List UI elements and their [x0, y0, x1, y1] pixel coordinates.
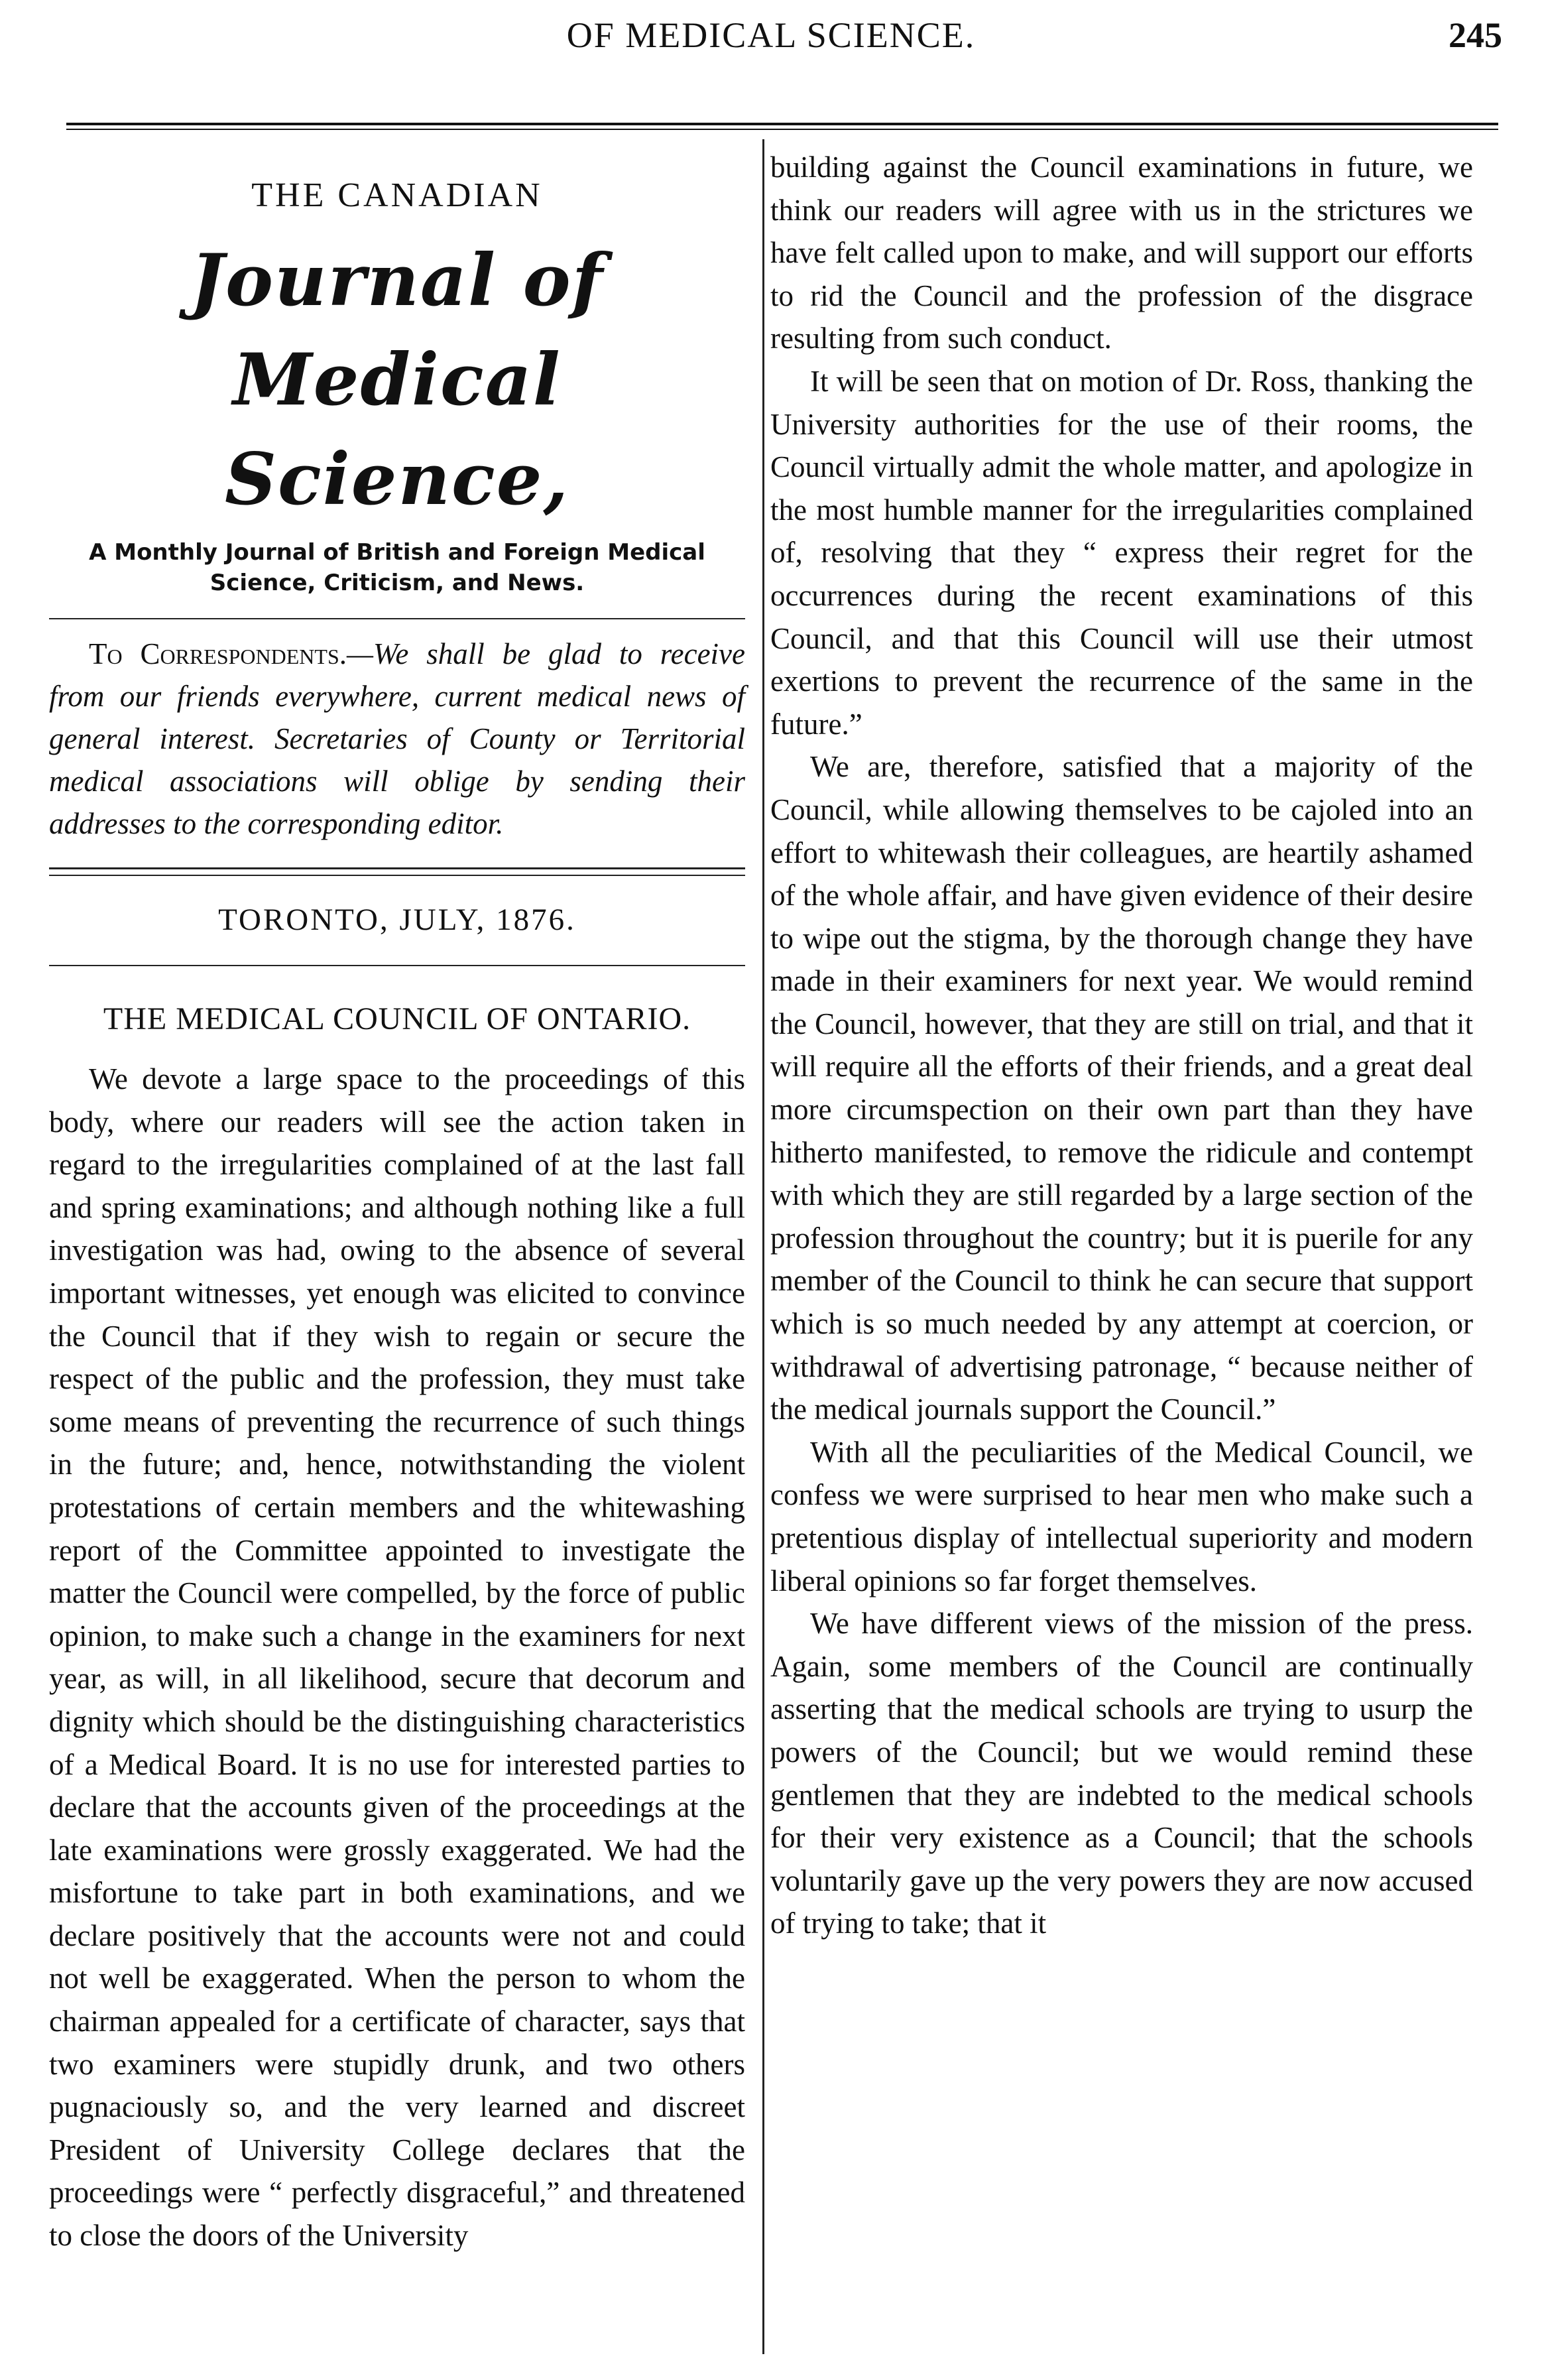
running-head [40, 15, 1502, 94]
article-title: THE MEDICAL COUNCIL OF ONTARIO. [103, 1001, 691, 1036]
article-paragraph-right-3: We are, therefore, satisfied that a majority of the Council, while allowing themselves to be cajoled into an effort to whitewash their colleagues, are heartily ashamed of the whole affair, and have given evidence of their desire to wipe out the stigma, by the thorough change they have made in their examiners for next year. We would remind the Council, however, that they are still on trial, and that it will require all the efforts of their friends, and a great deal more circumspection on their own part than they have hitherto manifested, to remove the ridicule and contempt with which they are still regarded by a large section of the profession throughout the country; but it is puerile for any member of the Council to think he can secure that support which is so much needed by any attempt at coercion, or withdrawal of advertising patronage, “ because neither of the medical journals support the Council.” [770, 750, 1473, 1426]
article-paragraph-right-5: We have different views of the mission of the press. Again, some members of the Council are continually asserting that the medical schools are trying to usurp the powers of the Council; but we would remind these gentlemen that they are indebted to the medical schools for their very existence as a Council; that the schools voluntarily gave up the very powers they are now accused of trying to take; that it [770, 1607, 1473, 1940]
correspondents-label: To Correspondents. [89, 637, 347, 670]
correspondents-text: —We shall be glad to receive from our friends everywhere, current medical news of general interest. Secretaries of County or Territorial medical associations will oblige by sending their addresses to the corresponding editor. [49, 637, 745, 840]
running-title: OF MEDICAL SCIENCE. [566, 15, 976, 55]
masthead-subtitle: A Monthly Journal of British and Foreign Medical Science, Criticism, and News. [89, 539, 705, 596]
masthead-the-canadian: THE CANADIAN [251, 176, 543, 214]
masthead-title: Journal of Medical Science, [190, 239, 605, 521]
article-paragraph-right-1: building against the Council examinations in future, we think our readers will agree with us in the strictures we have felt called upon to make, and will support our efforts to rid the Council and the profession of the disgrace resulting from such conduct. [770, 151, 1473, 355]
article-paragraph-right-4: With all the peculiarities of the Medical Council, we confess we were surprised to hear men who make such a pretentious display of intellectual superiority and modern liberal opinions so far forget themselves. [770, 1435, 1473, 1597]
left-column [49, 146, 745, 2257]
article-paragraph-right-2: It will be seen that on motion of Dr. Ross, thanking the University authorities for the use of their rooms, the Council virtually admit the whole matter, and apologize in the most humble manner for the irregularities complained of, resolving that they “ express their regret for the occurrences during the recent examinations of this Council, and that this Council will use their utmost exertions to prevent the recurrence of the same in the future.” [770, 364, 1473, 741]
dateline-rule-secondary [49, 875, 745, 876]
header-rule [66, 123, 1498, 125]
page-number: 245 [1449, 15, 1502, 55]
right-column [770, 146, 1473, 1945]
column-divider [762, 139, 764, 2354]
masthead-rule [49, 618, 745, 619]
correspondents-notice [49, 633, 745, 845]
dateline: TORONTO, JULY, 1876. [218, 903, 576, 937]
dateline-rule [49, 867, 745, 869]
article-rule [49, 965, 745, 966]
article-paragraph-left-1: We devote a large space to the proceedings of this body, where our readers will see the action taken in regard to the irregularities complained of at the last fall and spring examinations; and although nothing like a full investigation was had, owing to the absence of several important witnesses, yet enough was elicited to convince the Council that if they wish to regain or secure the respect of the public and the profession, they must take some means of preventing the recurrence of such things in the future; and, hence, notwithstanding the violent protestations of certain members and the whitewashing report of the Committee appointed to investigate the matter the Council were compelled, by the force of public opinion, to make such a change in the examiners for next year, as will, in all likelihood, secure that decorum and dignity which should be the distinguishing characteristics of a Medical Board. It is no use for interested parties to declare that the accounts given of the proceedings at the late examinations were grossly exaggerated. We had the misfortune to take part in both examinations, and we declare positively that the accounts were not and could not well be exaggerated. When the person to whom the chairman appealed for a certificate of character, says that two examiners were stupidly drunk, and two others pugnaciously so, and the very learned and discreet President of University College declares that the proceedings were “ perfectly disgraceful,” and threatened to close the doors of the University [49, 1062, 745, 2253]
header-rule-secondary [66, 129, 1498, 130]
